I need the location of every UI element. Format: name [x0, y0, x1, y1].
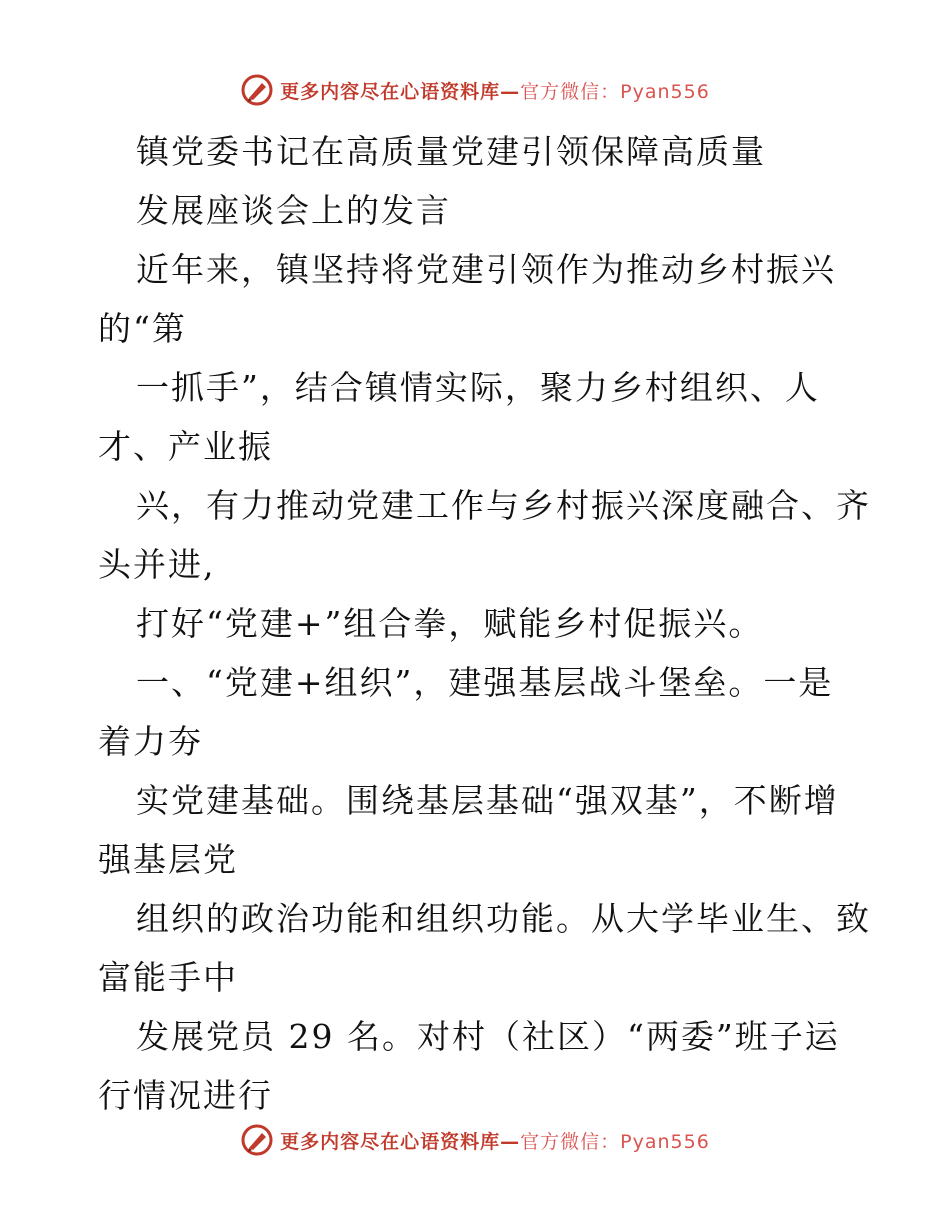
pen-logo-icon: [240, 73, 274, 107]
document-line: 近年来，镇坚持将党建引领作为推动乡村振兴: [136, 250, 836, 289]
footer-watermark-banner: [0, 1120, 950, 1160]
banner-site-text: 更多内容尽在心语资料库—: [280, 80, 521, 103]
document-line: 发展座谈会上的发言: [136, 191, 451, 230]
document-line: 组织的政治功能和组织功能。从大学毕业生、致: [136, 899, 871, 938]
document-line: 发展党员 29 名。对村（社区）“两委”班子运: [136, 1017, 840, 1056]
document-line: 镇党委书记在高质量党建引领保障高质量: [136, 132, 766, 171]
document-line: 头并进,: [98, 545, 216, 584]
document-body: [98, 122, 871, 1125]
pen-logo-icon: [240, 1123, 274, 1157]
document-line: 一抓手”，结合镇情实际，聚力乡村组织、人: [136, 368, 820, 407]
document-line: 才、产业振: [98, 427, 273, 466]
banner-text: [280, 77, 710, 104]
document-line: 着力夯: [98, 722, 203, 761]
document-line: 实党建基础。围绕基层基础“强双基”，不断增: [136, 781, 839, 820]
header-watermark-banner: [0, 70, 950, 110]
banner-text: [280, 1127, 710, 1154]
document-line: 兴，有力推动党建工作与乡村振兴深度融合、齐: [136, 486, 871, 525]
banner-site-text: 更多内容尽在心语资料库—: [280, 1130, 521, 1153]
document-line: 行情况进行: [98, 1076, 273, 1115]
banner-wechat-text: 官方微信：Pyan556: [520, 80, 710, 103]
document-line: 打好“党建+”组合拳，赋能乡村促振兴。: [136, 604, 764, 643]
document-line: 富能手中: [98, 958, 238, 997]
banner-wechat-text: 官方微信：Pyan556: [520, 1130, 710, 1153]
document-line: 一、“党建+组织”，建强基层战斗堡垒。一是: [136, 663, 834, 702]
document-line: 强基层党: [98, 840, 238, 879]
document-line: 的“第: [98, 309, 187, 348]
